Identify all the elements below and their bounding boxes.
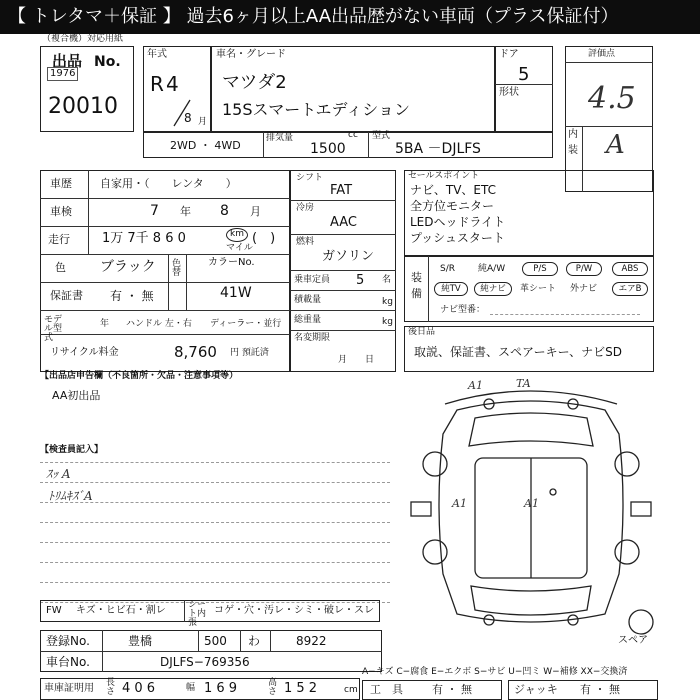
reg-place: 豊橋	[128, 634, 153, 648]
spare-label: スペア	[618, 635, 648, 646]
name-change-label: 名変期限	[294, 333, 331, 343]
warranty-label: 保証書	[50, 289, 83, 302]
history-label: 車歴	[50, 177, 72, 190]
shift-value: FAT	[330, 183, 353, 198]
mileage-label: 走行	[48, 233, 70, 246]
displacement: 1500	[310, 141, 346, 157]
inspector-note-1: ｽｯ A	[46, 467, 71, 481]
damage-mark-2: TA	[516, 377, 531, 390]
capacity-label: 乗車定員	[294, 275, 331, 285]
subnote: （複合機）対応用紙	[42, 34, 124, 44]
inspector-label: 【検査員記入】	[40, 445, 104, 455]
chassis-label: 車台No.	[46, 655, 90, 669]
equip-sr: S/R	[440, 264, 455, 274]
cert-label: 車庫証明用	[44, 683, 94, 694]
after-items-text: 取説、保証書、スペアーキー、ナビSD	[414, 345, 623, 359]
color-change-label: 色替	[172, 259, 182, 278]
seat-label: シート内張	[188, 600, 207, 628]
cooler-label: 冷房	[296, 203, 315, 213]
dealer-label: ディーラー・並行	[210, 319, 282, 329]
year-value: 4	[166, 72, 179, 96]
sales-point-1: ナビ、TV、ETC	[410, 183, 497, 197]
jack-label: ジャッキ	[514, 683, 558, 696]
auction-sheet: （複合機）対応用紙 出品 No. 1976 20010 年式 R 4 8 月 車名・グレード マツダ2 15Sスマートエディション ドア 5 形状 評価点 4.5 内 装 A 2WD ・ 4WD 排気量 cc 1500 型式 5BA －DJLFS 車歴 自家用・（ レンタ ） 車検 7 年 8 月 走行 1万 7千 8 6 0 km マイル ( ) 色 ブラック 色替 カラーNo. 41W 保証書 有 ・ 無 モデル型式 年 ハンドル 左・右 ディーラー・並行 リサイクル料金 8,760 円 預託済 シフト FAT 冷房 AAC 燃料 ガソリン 乗車定員 5 名 積載量 kg 総重量 kg 名変期限 月 日 セールスポイント ナビ、TV、ETC 全方位モニター LEDヘッドライト プッシュスタート 装 備 S/R 純A/W P/S P/W ABS 純TV 純ナビ 革シート 外ナビ エアB ナビ型番： 後日品 取説、保証書、スペアーキー、ナビSD 【出品店申告欄（不良箇所・欠品・注意事項等） AA初出品 【検査員記入】 ｽｯ A ﾄﾘﾑｷｽﾞA A1 TA A1 A1 スペア FW キズ・ヒビ石・割レ シート内張 コゲ・穴・汚レ・シミ・破レ・スレ 登録No. 豊橋 500 わ 8922 車台No. DJLFS−769356 A−キズ C−腐食 E−エクボ S−サビ U−凹ミ W−補修 XX−交換済 車庫証明用 長さ 4 0 6 幅 1 6 9 高さ 1 5 2 cm 工 具 有 ・ 無 ジャッキ 有 ・ 無	[0, 34, 700, 700]
car-grade: 15Sスマートエディション	[222, 100, 410, 119]
cert-unit: cm	[344, 685, 358, 695]
reg-class: 500	[204, 634, 227, 648]
declaration-label: 【出品店申告欄（不良箇所・欠品・注意事項等）	[40, 371, 239, 381]
gross-label: 総重量	[294, 315, 322, 325]
displacement-label: 排気量	[266, 133, 294, 143]
load-label: 積載量	[294, 295, 322, 305]
shift-label: シフト	[296, 173, 324, 183]
details-box	[40, 170, 290, 372]
reg-kana: わ	[248, 634, 261, 648]
shaken-year: 7	[150, 203, 159, 219]
shaken-month-unit: 月	[250, 205, 261, 218]
inspector-note-2: ﾄﾘﾑｷｽﾞA	[48, 489, 93, 503]
cert-length: 4 0 6	[122, 681, 156, 696]
year-slash	[170, 98, 194, 128]
door-count: 5	[518, 64, 530, 85]
jack-value: 有 ・ 無	[580, 683, 620, 696]
sales-point-3: LEDヘッドライト	[410, 215, 506, 229]
interior-label-2: 装	[568, 145, 578, 156]
equip-leather: 革シート	[520, 284, 557, 294]
equipment-label-2: 備	[411, 287, 422, 300]
drive-type: 2WD ・ 4WD	[170, 139, 241, 152]
fuel-label: 燃料	[296, 237, 315, 247]
capacity-value: 5	[356, 273, 365, 288]
interior-label-1: 内	[568, 129, 578, 140]
damage-mark-3: A1	[452, 497, 467, 510]
banner: 【 トレタマ＋保証 】 過去6ヶ月以上AA出品歴がない車両（プラス保証付）	[0, 0, 700, 34]
cert-width-label: 幅	[186, 683, 196, 693]
model-label: 型式	[372, 131, 391, 141]
equip-alloy: 純A/W	[478, 264, 506, 274]
score-label: 評価点	[588, 49, 616, 59]
equip-ext-navi: 外ナビ	[570, 284, 598, 294]
shaken-year-unit: 年	[180, 205, 191, 218]
shaken-month: 8	[220, 203, 229, 219]
year-month: 8	[184, 111, 192, 125]
equip-tv: 純TV	[434, 282, 468, 296]
year-era: R	[150, 72, 164, 96]
score-value: 4.5	[588, 81, 636, 116]
navi-type-label: ナビ型番：	[440, 305, 486, 315]
name-change-unit: 月 日	[338, 355, 375, 365]
mileage-unit-mile: マイル	[226, 243, 253, 253]
model-year-unit: 年	[100, 319, 110, 329]
shaken-label: 車検	[50, 205, 72, 218]
equip-airbag: エアB	[612, 282, 648, 296]
lot-no-label: No.	[94, 54, 121, 70]
declaration-text: AA初出品	[52, 389, 101, 402]
door-label: ドア	[499, 49, 519, 60]
cooler-value: AAC	[330, 215, 357, 230]
mileage-unit-km: km	[230, 229, 244, 239]
fw-label: FW	[46, 605, 62, 616]
displacement-unit: cc	[348, 130, 358, 140]
interior-grade: A	[606, 130, 625, 160]
color-no: 41W	[220, 285, 252, 301]
recycle-amount: 8,760	[174, 343, 217, 361]
lot-number: 20010	[48, 94, 118, 119]
shape-label: 形状	[499, 87, 519, 98]
mileage-value: 1万 7千 8 6 0	[102, 231, 186, 246]
model-code: 5BA －DJLFS	[395, 141, 481, 157]
seat-items: コゲ・穴・汚レ・シミ・破レ・スレ	[214, 605, 374, 616]
handle-label: ハンドル 左・右	[126, 319, 192, 329]
color-label: 色	[55, 261, 66, 274]
load-unit: kg	[382, 297, 393, 307]
recycle-unit: 円 預託済	[230, 348, 269, 358]
cert-length-label: 長さ	[106, 678, 116, 697]
color-value: ブラック	[100, 259, 156, 275]
equip-ps: P/S	[522, 262, 558, 276]
sales-point-2: 全方位モニター	[410, 199, 495, 213]
fuel-value: ガソリン	[322, 249, 375, 264]
equip-pw: P/W	[566, 262, 602, 276]
year-label: 年式	[147, 49, 167, 60]
equipment-label-1: 装	[411, 271, 422, 284]
equip-abs: ABS	[612, 262, 648, 276]
model-type-label: モデル型式	[44, 315, 63, 343]
year-month-unit: 月	[198, 117, 208, 127]
gross-unit: kg	[382, 317, 393, 327]
capacity-unit: 名	[382, 275, 392, 285]
recycle-label: リサイクル料金	[50, 347, 119, 358]
reg-label: 登録No.	[46, 634, 90, 648]
sales-point-4: プッシュスタート	[410, 231, 505, 245]
warranty-value: 有 ・ 無	[110, 289, 154, 303]
damage-mark-1: A1	[468, 379, 483, 392]
car-name: マツダ2	[222, 72, 287, 93]
cert-height: 1 5 2	[284, 681, 318, 696]
chassis-number: DJLFS−769356	[160, 655, 250, 669]
damage-mark-4: A1	[524, 497, 539, 510]
lot-label: 出品	[52, 52, 83, 70]
color-no-label: カラーNo.	[208, 257, 255, 268]
cert-width: 1 6 9	[204, 681, 238, 696]
cert-height-label: 高さ	[268, 678, 278, 697]
fw-items: キズ・ヒビ石・割レ	[76, 605, 166, 616]
after-items-label: 後日品	[408, 327, 436, 337]
tools-label: 工 具	[370, 683, 403, 696]
tools-value: 有 ・ 無	[432, 683, 472, 696]
legend-codes: A−キズ C−腐食 E−エクボ S−サビ U−凹ミ W−補修 XX−交換済	[362, 667, 628, 677]
sales-label: セールスポイント	[408, 171, 480, 181]
history-options: 自家用・（ レンタ ）	[100, 177, 237, 190]
lot-small-number: 1976	[47, 67, 78, 81]
equip-navi: 純ナビ	[474, 282, 512, 296]
reg-number: 8922	[296, 634, 327, 648]
name-label: 車名・グレード	[216, 49, 286, 60]
